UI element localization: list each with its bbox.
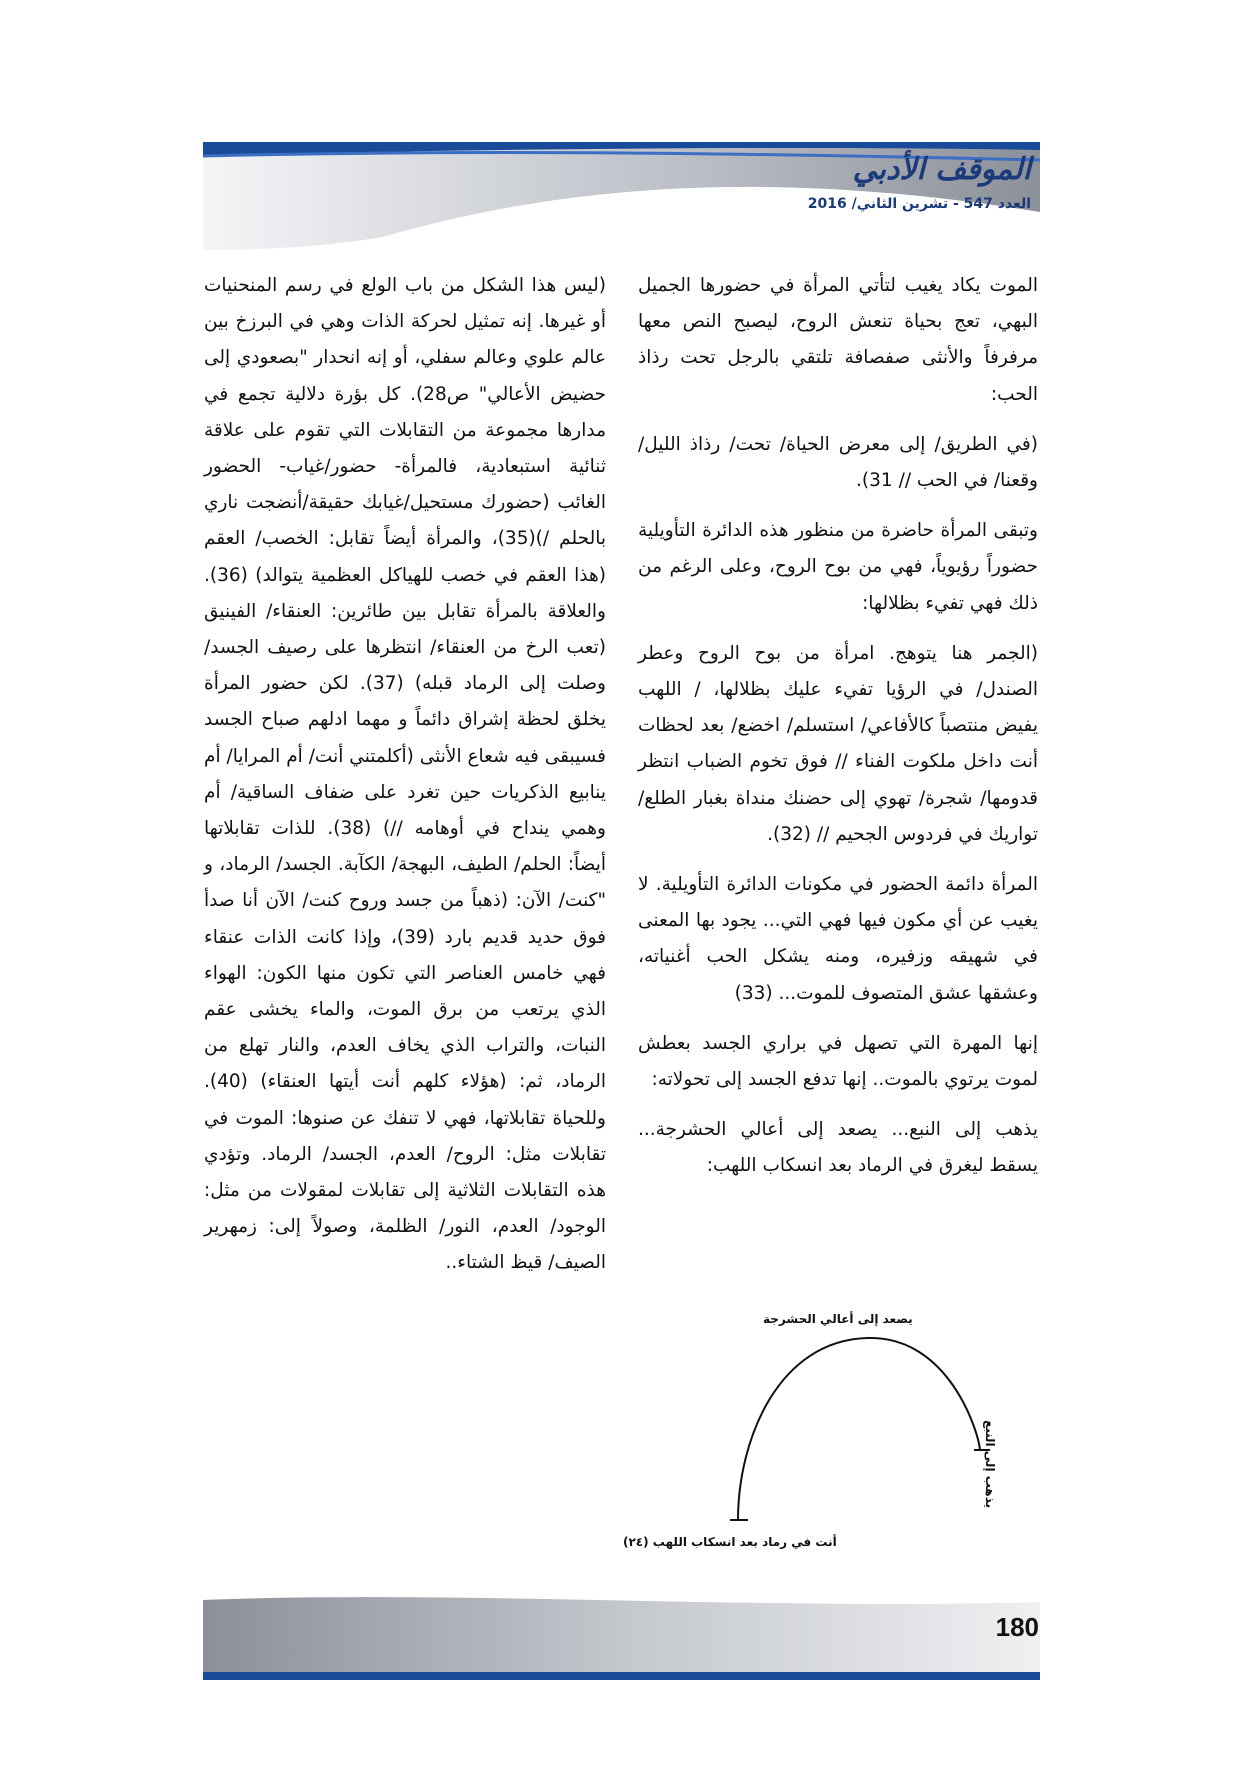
paragraph: (ليس هذا الشكل من باب الولع في رسم المنحنيات أو غيرها. إنه تمثيل لحركة الذات وهي في البرزخ بين عالم علوي وعالم سفلي، أو إنه انحدار "بصعودي إلى حضيض الأعالي" ص28). كل بؤرة دلالية تجمع في مدارها مجموعة من التقابلات التي تقوم على علاقة ثنائية استبعادية، فالمرأة- حضور/غياب- الحضور الغائب (حضورك مستحيل/غيابك حقيقة/أنضجت ناري بالحلم /)(35)، والمرأة أيضاً تقابل: الخصب/ العقم (هذا العقم في خصب للهياكل العظمية يتوالد) (36). والعلاقة بالمرأة تقابل بين طائرين: العنقاء/ الفينيق (تعب الرخ من العنقاء/ انتظرها على رصيف الجسد/ وصلت إلى الرماد قبله) (37). لكن حضور المرأة يخلق لحظة إشراق دائماً و مهما ادلهم صباح الجسد فسيبقى فيه شعاع الأنثى (أكلمتني أنت/ أم المرايا/ أم ينابيع الذكريات حين تغرد على ضفاف الساقية/ أم وهمي ينداح في أوهامه //) (38). للذات تقابلاتها أيضاً: الحلم/ الطيف، البهجة/ الكآبة. الجسد/ الرماد، و "كنت/ الآن: (ذهباً من جسد وروح كنت/ الآن أنا صدأ فوق حديد قديم بارد (39)، وإذا كانت الذات عنقاء فهي خامس العناصر التي تكون منها الكون: الهواء الذي يرتعب من برق الموت، والماء يخشى عقم النبات، والتراب الذي يخاف العدم، والنار تهلع من الرماد، ثم: (هؤلاء كلهم أنت أيتها العنقاء) (40). وللحياة تقابلاتها، فهي لا تنفك عن صنوها: الموت في تقابلات مثل: الروح/ العدم، الجسد/ الرماد. وتؤدي هذه التقابلات الثلاثية إلى تقابلات لمقولات من مثل: الوجود/ العدم، النور/ الظلمة، وصولاً إلى: زمهرير الصيف/ قيظ الشتاء.. [204,275,606,1274]
label-top: يصعد إلى أعالي الحشرجة [763,1312,913,1326]
footer-band [203,1590,1040,1680]
paragraph: المرأة دائمة الحضور في مكونات الدائرة التأويلية. لا يغيب عن أي مكون فيها فهي التي... يجود بها المعنى في شهيقه وزفيره، ومنه يشكل الحب أغنياته، وعشقها عشق المتصوف للموت... (33) [638,874,1038,1004]
paragraph: الموت يكاد يغيب لتأتي المرأة في حضورها الجميل البهي، تعج بحياة تنعش الروح، ليصبح النص معها مرفرفاً والأنثى صفصافة تلتقي بالرجل تحت رذاذ الحب: [638,275,1038,405]
paragraph: (الجمر هنا يتوهج. امرأة من بوح الروح وعطر الصندل/ في الرؤيا تفيء عليك بظلالها، / اللهب يفيض منتصباً كالأفاعي/ استسلم/ اخضع/ بعد لحظات أنت داخل ملكوت الفناء // فوق تخوم الضباب انتظر قدومها/ شجرة/ تهوي إلى حضنك منداة بغبار الطلع/ تواريك في فردوس الجحيم // (32). [638,642,1038,845]
paragraph: وتبقى المرأة حاضرة من منظور هذه الدائرة التأويلية حضوراً رؤيوياً، فهي من بوح الروح، وعلى الرغم من ذلك فهي تفيء بظلالها: [638,520,1038,614]
paragraph: إنها المهرة التي تصهل في براري الجسد بعطش لموت يرتوي بالموت.. إنها تدفع الجسد إلى تحولاته: [638,1032,1038,1091]
left-column [204,268,606,1296]
label-bottom: أنت في رماد بعد انسكاب اللهب (٢٤) [623,1535,837,1549]
magazine-logo: الموقف الأدبي [852,152,1031,187]
arc-curve [738,1338,980,1520]
arc-figure [623,1310,1058,1560]
issue-line: العدد 547 - تشرين الثاني/ 2016 [807,196,1031,212]
paragraph: (في الطريق/ إلى معرض الحياة/ تحت/ رذاذ الليل/ وقعنا/ في الحب // 31). [638,433,1038,492]
right-column [638,268,1038,1199]
page-number: 180 [995,1612,1039,1642]
label-right: يذهب إلى النبع [983,1420,997,1509]
paragraph: يذهب إلى النبع... يصعد إلى أعالي الحشرجة... يسقط ليغرق في الرماد بعد انسكاب اللهب: [638,1119,1038,1177]
